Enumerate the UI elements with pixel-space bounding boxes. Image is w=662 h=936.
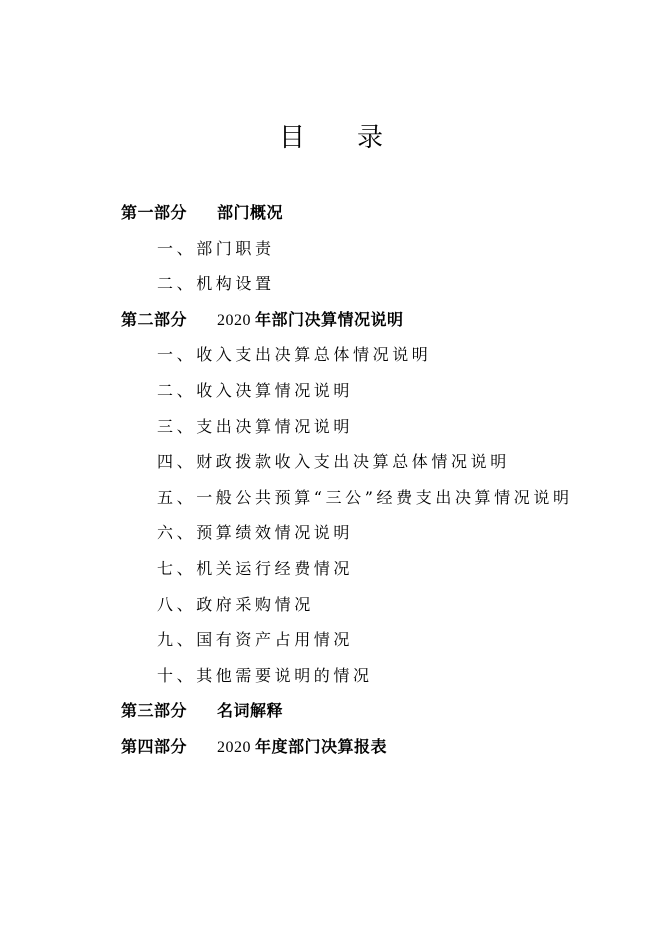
toc-item[interactable]: 六、预算绩效情况说明 xyxy=(157,523,354,543)
toc-part-label: 第二部分 xyxy=(121,309,188,329)
title-char-lu: 录 xyxy=(357,123,384,153)
toc-item[interactable]: 九、国有资产占用情况 xyxy=(157,630,354,650)
toc-part-title xyxy=(217,701,283,720)
toc-item[interactable]: 四、财政拨款收入支出决算总体情况说明 xyxy=(157,452,510,472)
table-of-contents xyxy=(0,195,662,765)
toc-item[interactable]: 十、其他需要说明的情况 xyxy=(157,665,373,685)
toc-part-title xyxy=(217,737,387,756)
toc-item[interactable]: 三、支出决算情况说明 xyxy=(157,416,354,436)
toc-item[interactable]: 七、机关运行经费情况 xyxy=(157,558,354,578)
toc-part-title-text: 年部门决算情况说明 xyxy=(255,309,404,329)
toc-item[interactable]: 八、政府采购情况 xyxy=(157,594,314,614)
toc-part-label: 第一部分 xyxy=(121,203,188,222)
page-title xyxy=(0,117,662,154)
toc-item[interactable]: 五、一般公共预算“三公”经费支出决算情况说明 xyxy=(157,487,573,507)
toc-part-title-text: 年度部门决算报表 xyxy=(255,736,388,756)
toc-part-label: 第三部分 xyxy=(121,701,188,721)
toc-part-3[interactable] xyxy=(0,693,662,729)
toc-part-label: 第四部分 xyxy=(121,736,188,756)
title-char-mu: 目 xyxy=(278,123,305,153)
toc-part-title-text: 部门概况 xyxy=(217,203,284,222)
toc-part-4[interactable] xyxy=(0,729,662,765)
toc-part-title-text: 名词解释 xyxy=(217,701,284,721)
toc-part-2[interactable] xyxy=(0,302,662,338)
toc-item[interactable]: 二、收入决算情况说明 xyxy=(157,380,354,400)
toc-item[interactable]: 一、收入支出决算总体情况说明 xyxy=(157,345,432,365)
toc-part-title-year: 2020 xyxy=(217,738,251,756)
toc-item[interactable]: 二、机构设置 xyxy=(157,274,275,294)
toc-part-1[interactable] xyxy=(0,195,662,231)
toc-part-title xyxy=(217,310,404,329)
toc-item[interactable]: 一、部门职责 xyxy=(157,238,275,258)
toc-part-title-year: 2020 xyxy=(217,311,251,329)
toc-part-title xyxy=(217,203,283,222)
